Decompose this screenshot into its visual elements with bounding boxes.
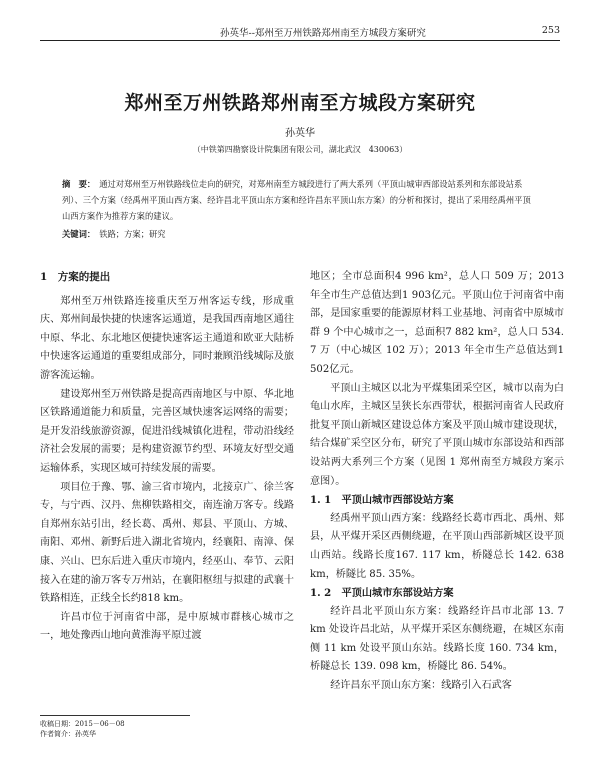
body-paragraph: 经许昌东平顶山东方案：线路引入石武客 [330,680,512,692]
right-column [310,268,564,696]
body-paragraph: 项目位于豫、鄂、渝三省市境内，北接京广、徐兰客专，与宁西、汉丹、焦柳铁路相交，南连渝万客专。线路自郑州东站引出，经长葛、禹州、郏县、平顶山、方城、南阳、邓州、新野后进入湖北省境内，经襄阳、南漳、保康、兴山、巴东后进入重庆市境内，经巫山、奉节、云阳接入在建的渝万客专万州站，在襄阳枢纽与拟建的武襄十铁路相连，正线全长约818 km。 [40,481,294,605]
body-paragraph: 地区；全市总面积4 996 km²，总人口 509 万；2013 年全市生产总值达到1 903亿元。平顶山位于河南省中南部，是国家重要的能源原材料工业基地、河南省中原城市群 9 个中心城市之一，总面积7 882 km²，总人口 534. 7 万（中心城区 102 万）；2013 年全市生产总值达到1 502亿元。 [310,271,564,375]
body-paragraph: 经许昌北平顶山东方案：线路经许昌市北部 13. 7 km 处设许昌北站，从平煤开采区东侧绕避，在城区东南侧 11 km 处设平顶山东站。线路长度 160. 734 km，桥隧总长 139. 098 km，桥隧比 86. 54%。 [310,605,564,673]
body-paragraph: 平顶山主城区以北为平煤集团采空区，城市以南为白龟山水库，主城区呈狭长东西带状，根据河南省人民政府批复平顶山新城区建设总体方案及平顶山城市建设现状，结合煤矿采空区分布，研究了平顶山城市东部设站和西部设站两大系列三个方案（见图 1 郑州南至方城段方案示意图）。 [310,382,564,487]
body-paragraph: 经禹州平顶山西方案：线路经长葛市西北、禹州、郏县，从平煤开采区西侧绕避，在平顶山西部新城区设平顶山西站。线路长度167. 117 km，桥隧总长 142. 638 km，桥隧比 85. 35%。 [310,512,564,580]
body-paragraph: 许昌市位于河南省中部，是中原城市群核心城市之一，地处豫西山地向黄淮海平原过渡 [40,611,294,642]
author-affiliation: （中铁第四勘察设计院集团有限公司，湖北武汉 430063） [192,145,408,154]
left-column [40,268,294,646]
body-paragraph: 建设郑州至万州铁路是提高西南地区与中原、华北地区铁路通道能力和质量，完善区域快速客运网络的需要；是开发沿线旅游资源，促进沿线城镇化进程，带动沿线经济社会发展的需要；是构建资源节约型、环境友好型交通运输体系，实现区域可持续发展的需要。 [40,388,294,474]
running-header [40,22,560,41]
keywords-text: 铁路；方案；研究 [99,229,166,239]
subsection-heading: 1. 1 平顶山城市西部设站方案 [310,494,454,507]
running-title: 孙英华--郑州至万州铁路郑州南至方城段方案研究 [220,28,426,39]
abstract-label: 摘 要： [62,179,96,189]
body-paragraph: 郑州至万州铁路连接重庆至万州客运专线，形成重庆、郑州间最快捷的快速客运通道，是我国西南地区通往中原、华北、东北地区便捷快速客运主通道和欧亚大陆桥中快速客运通道的重要组成部分，同时兼顾沿线城际及旅游客流运输。 [40,295,294,381]
keywords-label: 关键词： [62,229,96,239]
footnote [40,715,190,739]
abstract [62,176,538,224]
abstract-text: 通过对郑州至万州铁路线位走向的研究，对郑州南至方城段进行了两大系列（平顶山城审西部设站系列和东部设站系列）、三个方案（经禹州平顶山西方案、经许昌北平顶山东方案和经许昌东平顶山东方案）的分析和探讨，提出了采用经禹州平顶山西方案作为推荐方案的建议。 [62,179,531,221]
section-heading: 1 方案的提出 [40,271,111,283]
page-number: 253 [541,25,560,36]
keywords [62,228,538,240]
author-bio: 作者简介：孙英华 [40,730,96,738]
received-date: 收稿日期：2015－06－08 [40,720,125,728]
subsection-heading: 1. 2 平顶山城市东部设站方案 [310,587,454,600]
paper-title: 郑州至万州铁路郑州南至方城段方案研究 [124,92,476,114]
author-name: 孙英华 [285,128,315,139]
